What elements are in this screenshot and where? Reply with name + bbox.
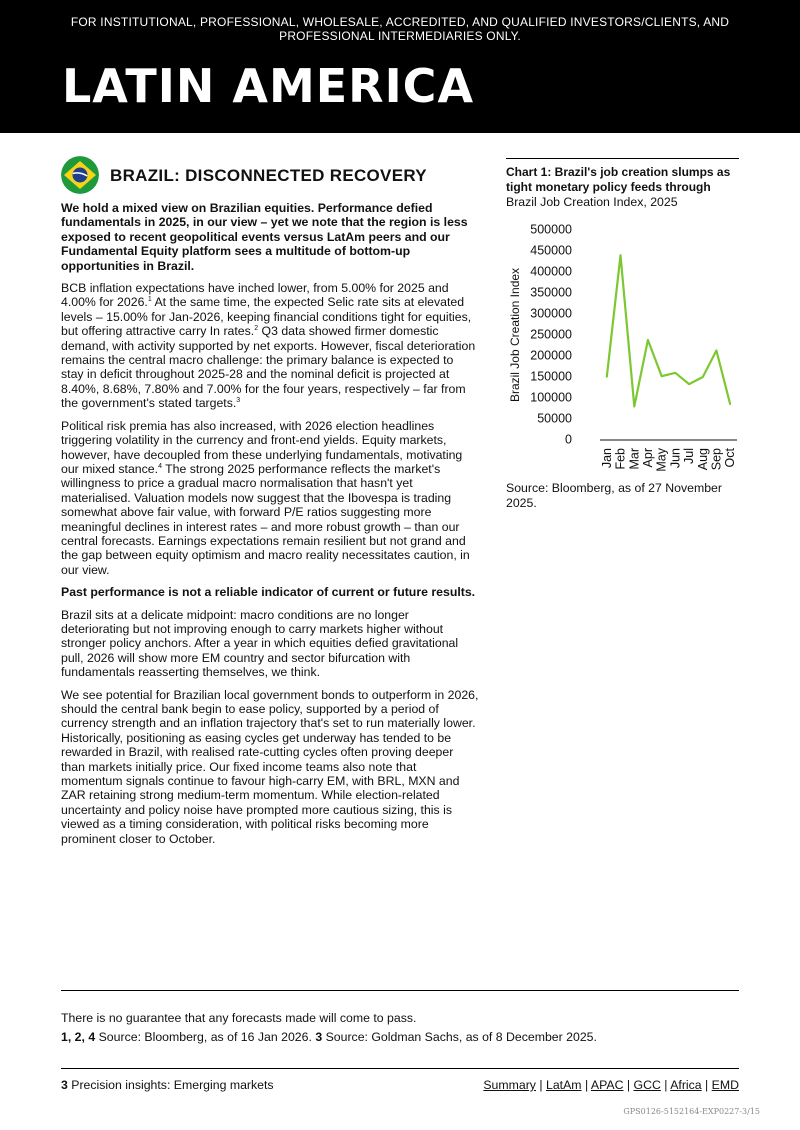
footer-divider-bottom (61, 1068, 739, 1069)
nav-separator: | (623, 1078, 634, 1092)
investor-disclaimer: FOR INSTITUTIONAL, PROFESSIONAL, WHOLESALE, ACCREDITED, AND QUALIFIED INVESTORS/CLIENTS, AND PROFESSIONAL INTERMEDIARIES ONLY. (70, 15, 730, 43)
nav-link-apac[interactable]: APAC (590, 1078, 624, 1092)
region-title: LATIN AMERICA (62, 59, 475, 113)
y-axis-label: Brazil Job Creation Index (508, 267, 523, 403)
source-refs: 3 (315, 1030, 323, 1044)
data-point (606, 376, 608, 378)
footnote-ref: 1 (147, 296, 152, 304)
chart-subtitle: Brazil Job Creation Index, 2025 (506, 195, 678, 209)
x-tick-label: Jan (599, 448, 614, 469)
y-tick-label: 0 (565, 432, 572, 447)
chart-block (506, 158, 739, 511)
midpoint-paragraph: Brazil sits at a delicate midpoint: macro conditions are no longer deteriorating but not improving enough to carry markets higher without stronger policy anchors. After a year in which equities defied gravitational pull, 2026 will show more EM country and sector bifurcation with fundamentals reasserting themselves, we think. (61, 607, 459, 680)
data-point (661, 375, 663, 377)
x-tick-label: Oct (723, 448, 738, 468)
article-body (61, 201, 479, 854)
data-point (688, 383, 690, 385)
page-number: 3 (61, 1078, 68, 1092)
x-tick-label: May (654, 448, 669, 472)
nav-link-gcc[interactable]: GCC (633, 1078, 661, 1092)
nav-separator: | (660, 1078, 671, 1092)
paragraph-text: Q3 data showed firmer domestic demand, with activity supported by net exports. However, fiscal deterioration remains the central macro challenge: the primary balance is expected to stay in deficit throughout 2025-28 and the nominal deficit is projected at 8.40%, 8.68%, 7.80% and 7.00% for the four years, respectively – far from the government's stated targets. (61, 324, 476, 411)
x-tick-label: Aug (695, 448, 710, 471)
data-point (675, 372, 677, 374)
y-tick-label: 400000 (530, 264, 572, 279)
data-point (620, 254, 622, 256)
series-line (607, 255, 730, 406)
x-tick-label: Apr (640, 448, 655, 468)
y-tick-label: 350000 (530, 285, 572, 300)
data-point (647, 339, 649, 341)
footnote-ref: 3 (236, 397, 241, 405)
chart-divider (506, 158, 739, 159)
y-tick-label: 150000 (530, 369, 572, 384)
footer-divider (61, 990, 739, 991)
nav-separator: | (581, 1078, 591, 1092)
footnote-ref: 4 (158, 462, 162, 470)
section-heading: BRAZIL: DISCONNECTED RECOVERY (110, 166, 427, 185)
nav-link-africa[interactable]: Africa (670, 1078, 702, 1092)
x-tick-label: Mar (627, 448, 642, 470)
y-tick-label: 50000 (537, 411, 572, 426)
lead-paragraph: We hold a mixed view on Brazilian equities. Performance defied fundamentals in 2025, in our view – yet we note that the region is less exposed to recent geopolitical events versus LatAm peers and our Fundamental Equity platform sees a multitude of bottom-up opportunities in Brazil. (61, 201, 468, 273)
page-label (61, 1078, 274, 1092)
footnote-ref: 2 (254, 325, 259, 333)
nav-link-emd[interactable]: EMD (711, 1078, 739, 1092)
y-tick-label: 500000 (530, 222, 572, 237)
nav-separator: | (535, 1078, 546, 1092)
paragraph-text: BCB inflation expectations have inched lower, from 5.00% for 2025 and 4.00% for 2026. (61, 281, 449, 310)
source-text: Source: Goldman Sachs, as of 8 December 2025. (322, 1030, 597, 1044)
y-tick-label: 250000 (530, 327, 572, 342)
chart-title: Chart 1: Brazil's job creation slumps as tight monetary policy feeds through (506, 165, 731, 194)
data-point (702, 376, 704, 378)
bonds-paragraph: We see potential for Brazilian local government bonds to outperform in 2026, should the central bank begin to ease policy, supported by a period of currency strength and an inflation trajectory that's set to run materially lower. Historically, positioning as easing cycles get underway has tended to be rewarded in Brazil, with realised rate-cutting cycles often proving deeper than markets initially price. Our fixed income teams also note that momentum signals continue to favour high-carry EM, with BRL, MXN and ZAR retaining strong medium-term momentum. While election-related uncertainty and policy noise have prompted more cautious sizing, this is viewed as a timing consideration, with political risks becoming more prominent closer to October. (61, 687, 479, 846)
y-tick-label: 100000 (530, 390, 572, 405)
x-tick-label: Feb (613, 448, 628, 470)
inflation-paragraph (61, 281, 479, 411)
document-code: GPS0126-5152164-EXP0227-3/15 (623, 1107, 760, 1116)
y-tick-label: 300000 (530, 306, 572, 321)
job-creation-chart (506, 212, 739, 477)
nav-link-summary[interactable]: Summary (483, 1078, 536, 1092)
source-notes (61, 1030, 597, 1044)
paragraph-text: The strong 2025 performance reflects the market's willingness to price a gradual macro normalisation that hasn't yet materialised. Valuation models now suggest that the Ibovespa is trading somewhat above fair value, with forward P/E ratios suggesting more meaningful declines in interest rates – and more robust growth – than our central forecasts. Earnings expectations remain resilient but not grand and the gap between equity optimism and macro reality necessitates caution, in our view. (61, 461, 470, 577)
data-point (634, 406, 636, 408)
political-risk-paragraph (61, 419, 479, 577)
nav-link-latam[interactable]: LatAm (546, 1078, 582, 1092)
source-refs: 1, 2, 4 (61, 1030, 96, 1044)
nav-separator: | (701, 1078, 712, 1092)
x-tick-label: Jun (668, 448, 683, 469)
paragraph-text: At the same time, the expected Selic rate sits at elevated levels – 15.00% for Jan-2026, keeping financial conditions tight for equities, but offering attractive carry In rates. (61, 295, 472, 339)
y-tick-label: 200000 (530, 348, 572, 363)
page-title: Precision insights: Emerging markets (67, 1078, 274, 1092)
paragraph-text: Political risk premia has also increased, with 2026 election headlines triggering volatility in the currency and front-end yields. Equity markets, however, have decoupled from these underlying fundamentals, motivating our mixed stance. (61, 418, 463, 476)
x-tick-label: Sep (709, 448, 724, 471)
brazil-flag-icon (61, 156, 99, 194)
chart-source: Source: Bloomberg, as of 27 November 2025. (506, 481, 722, 510)
header-banner (0, 0, 800, 133)
data-point (729, 404, 731, 406)
page-nav (483, 1078, 739, 1092)
y-tick-label: 450000 (530, 243, 572, 258)
forecast-disclaimer: There is no guarantee that any forecasts made will come to pass. (61, 1011, 417, 1025)
x-tick-label: Jul (682, 448, 697, 464)
source-text: Source: Bloomberg, as of 16 Jan 2026. (95, 1030, 316, 1044)
data-point (716, 350, 718, 352)
past-performance-warning: Past performance is not a reliable indicator of current or future results. (61, 585, 476, 600)
